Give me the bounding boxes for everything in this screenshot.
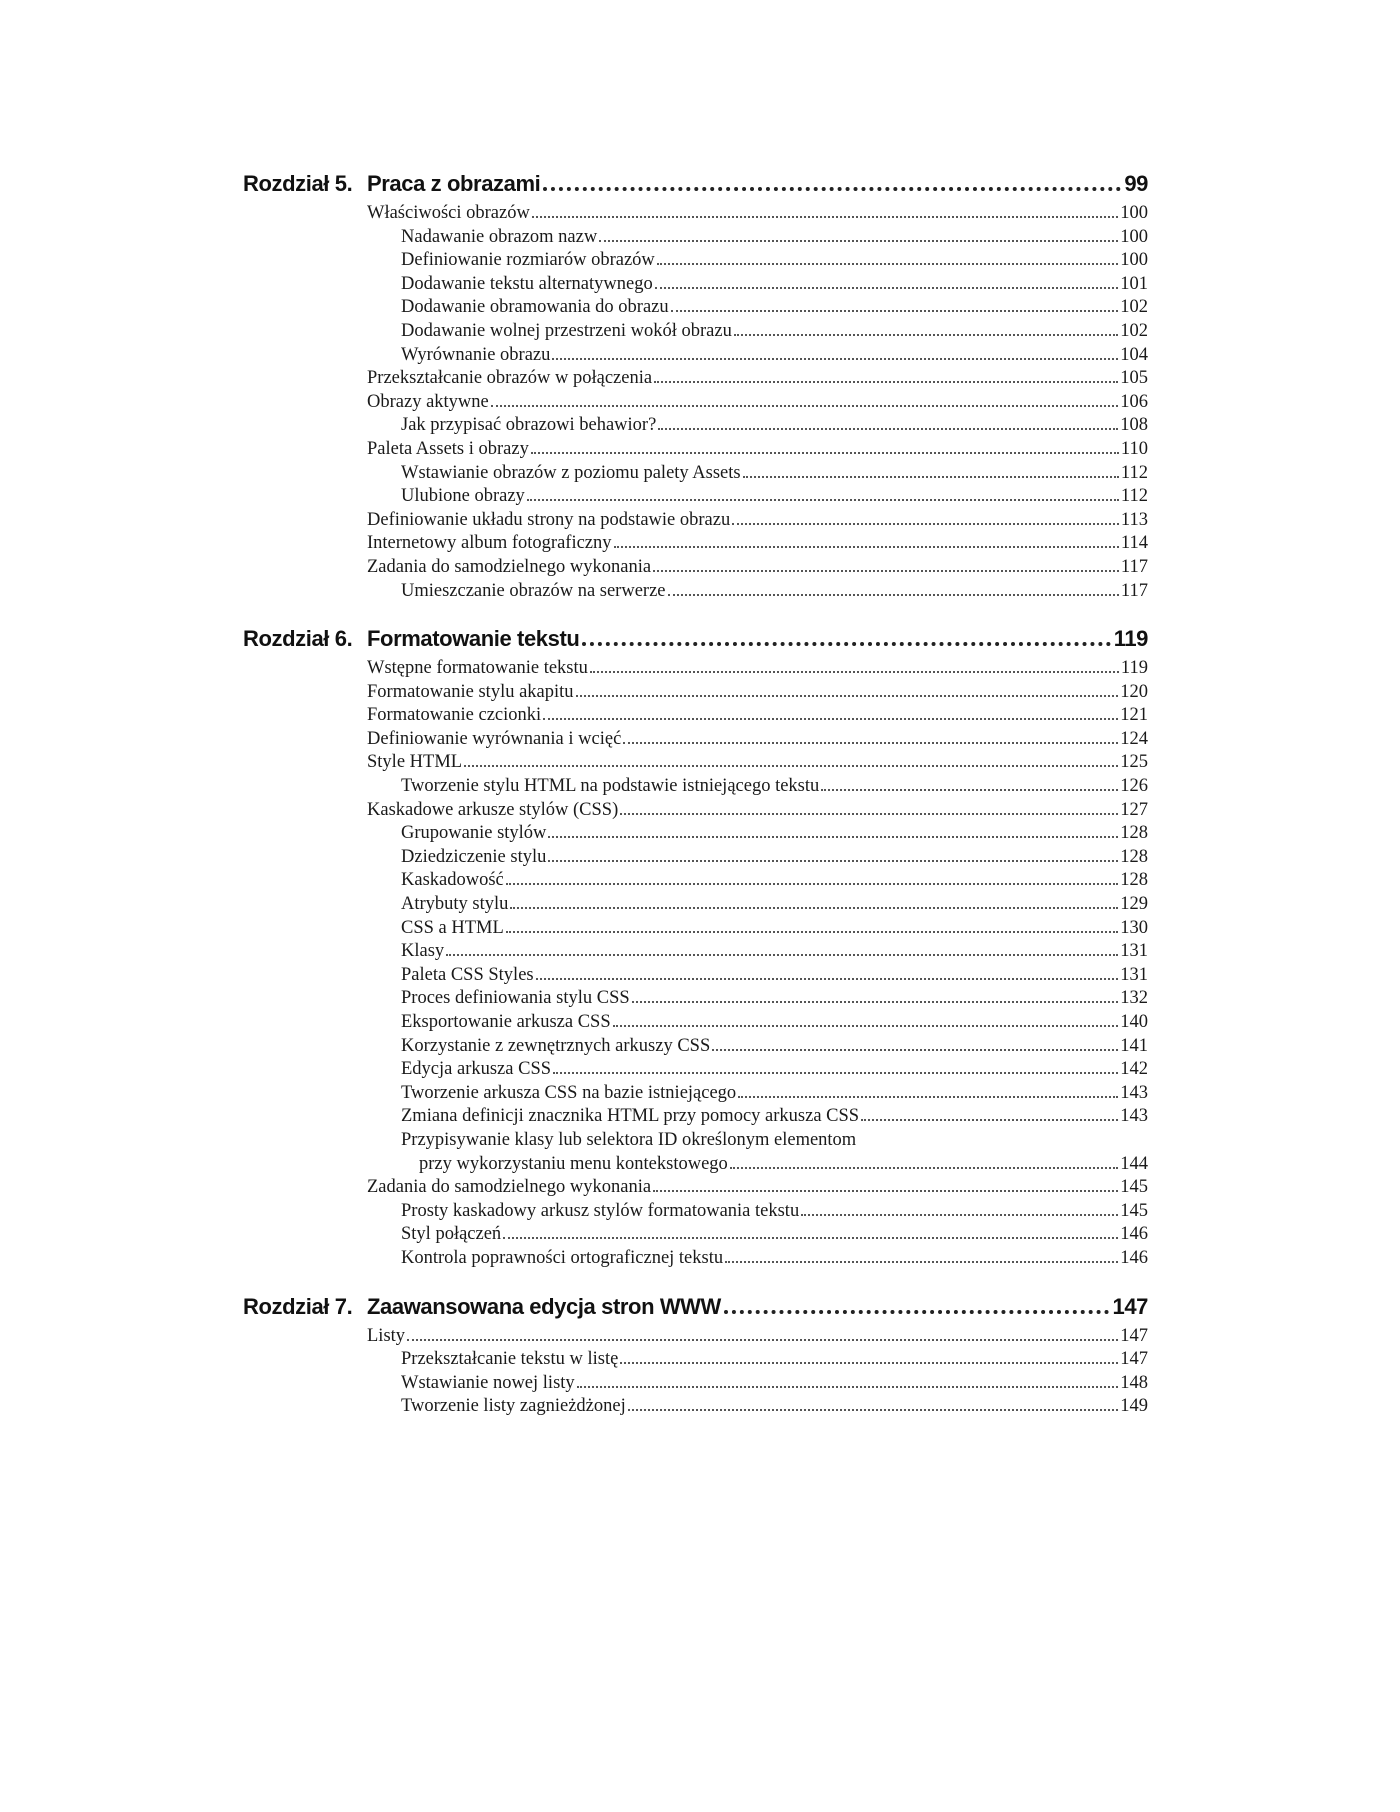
- chapter-title-line: [367, 626, 1148, 652]
- dot-leader: [543, 718, 1118, 720]
- toc-entry[interactable]: [367, 846, 1148, 870]
- chapter-title: Praca z obrazami: [367, 171, 541, 196]
- dot-leader: [657, 263, 1118, 265]
- dot-leader: [536, 978, 1119, 980]
- dot-leader: [732, 523, 1119, 525]
- dot-leader: [654, 381, 1118, 383]
- toc-entry[interactable]: [367, 226, 1148, 250]
- dot-leader: [491, 405, 1119, 407]
- dot-leader: [503, 1237, 1118, 1239]
- toc-entry[interactable]: [367, 296, 1148, 320]
- entry-page-number: 100: [1120, 250, 1148, 271]
- toc-entry[interactable]: [367, 1153, 1148, 1177]
- entry-page-number: 140: [1120, 1012, 1148, 1032]
- chapter-title: Zaawansowana edycja stron WWW: [367, 1293, 721, 1319]
- entry-title: Kaskadowość: [401, 870, 504, 891]
- dot-leader: [464, 765, 1118, 767]
- chapter-label: Rozdział 5.: [243, 171, 353, 196]
- dot-leader: [653, 570, 1119, 572]
- chapter-title: Formatowanie tekstu: [367, 626, 580, 652]
- entry-title: Przekształcanie obrazów w połączenia: [367, 368, 653, 389]
- toc-entry[interactable]: [367, 462, 1148, 486]
- toc-entry[interactable]: [367, 1082, 1148, 1106]
- entry-title: Kaskadowe arkusze stylów (CSS): [367, 799, 619, 820]
- entry-page-number: 117: [1120, 556, 1148, 577]
- toc-entry[interactable]: [367, 751, 1148, 775]
- entry-title: Wstawianie obrazów z poziomu palety Assets: [401, 462, 741, 483]
- dot-leader: [548, 836, 1118, 838]
- dot-leader: [712, 1049, 1118, 1051]
- entry-title: Przekształcanie tekstu w listę: [401, 1349, 619, 1370]
- dot-leader: [734, 334, 1118, 336]
- entry-page-number: 147: [1120, 1325, 1148, 1346]
- entry-page-number: 102: [1120, 297, 1148, 318]
- toc-entry[interactable]: [367, 1058, 1148, 1082]
- chapter-title-line: [367, 171, 1148, 197]
- entry-page-number: 128: [1120, 870, 1148, 891]
- toc-entry[interactable]: [367, 822, 1148, 846]
- chapter-entries: [367, 202, 1148, 603]
- entry-page-number: 127: [1120, 799, 1148, 820]
- entry-title: Wstępne formatowanie tekstu: [367, 658, 588, 679]
- entry-page-number: 125: [1120, 752, 1148, 773]
- entry-title: Listy: [367, 1325, 406, 1346]
- entry-title: Właściwości obrazów: [367, 203, 530, 223]
- toc-entry[interactable]: [367, 775, 1148, 799]
- dot-leader: [658, 428, 1118, 430]
- entry-title: Styl połączeń: [401, 1224, 502, 1245]
- dot-leader: [620, 813, 1118, 815]
- entry-title: Formatowanie stylu akapitu: [367, 681, 574, 702]
- entry-page-number: 114: [1120, 533, 1148, 554]
- dot-leader: [668, 594, 1119, 596]
- entry-page-number: 144: [1120, 1153, 1148, 1174]
- dot-leader: [590, 671, 1119, 673]
- entry-page-number: 147: [1120, 1349, 1148, 1370]
- dot-leader: [510, 907, 1118, 909]
- entry-title: Grupowanie stylów: [401, 823, 547, 844]
- entry-page-number: 142: [1120, 1059, 1148, 1080]
- toc-entry[interactable]: [367, 556, 1148, 580]
- entry-page-number: 102: [1120, 320, 1148, 341]
- dot-leader: [628, 1409, 1119, 1411]
- entry-title: Jak przypisać obrazowi behawior?: [401, 415, 657, 436]
- entry-page-number: 145: [1120, 1200, 1148, 1221]
- entry-page-number: 143: [1120, 1082, 1148, 1103]
- chapter-heading[interactable]: [243, 617, 1148, 655]
- dot-leader: [553, 1072, 1118, 1074]
- chapter-label: Rozdział 6.: [243, 626, 353, 652]
- entry-title: Internetowy album fotograficzny: [367, 533, 612, 554]
- entry-page-number: 112: [1120, 462, 1148, 483]
- entry-page-number: 106: [1120, 391, 1148, 412]
- dot-leader: [552, 358, 1118, 360]
- entry-title: Style HTML: [367, 752, 463, 773]
- dot-leader: [407, 1339, 1118, 1341]
- entry-page-number: 120: [1120, 681, 1148, 702]
- chapter-label: Rozdział 7.: [243, 1293, 353, 1319]
- dot-leader: [527, 499, 1119, 501]
- entry-title: Wstawianie nowej listy: [401, 1372, 575, 1393]
- toc-entry[interactable]: [367, 1105, 1148, 1129]
- toc-entry[interactable]: [367, 391, 1148, 415]
- entry-title: Zadania do samodzielnego wykonania: [367, 556, 652, 577]
- entry-page-number: 128: [1120, 823, 1148, 844]
- dot-leader: [725, 1261, 1118, 1263]
- toc-entry[interactable]: [367, 509, 1148, 533]
- chapter-page-number: 99: [1124, 171, 1148, 196]
- entry-page-number: 113: [1120, 509, 1148, 530]
- entry-title: Definiowanie wyrównania i wcięć: [367, 728, 622, 749]
- entry-title: Formatowanie czcionki: [367, 705, 542, 726]
- entry-page-number: 117: [1120, 580, 1148, 601]
- toc-entry[interactable]: [367, 1372, 1148, 1396]
- toc-entry[interactable]: [367, 580, 1148, 604]
- dot-leader: [614, 546, 1119, 548]
- entry-title: Korzystanie z zewnętrznych arkuszy CSS: [401, 1035, 711, 1056]
- toc-entry[interactable]: [367, 893, 1148, 917]
- entry-page-number: 101: [1120, 273, 1148, 294]
- dot-leader: [582, 642, 1110, 646]
- toc-entry[interactable]: [367, 202, 1148, 226]
- entry-page-number: 100: [1120, 226, 1148, 247]
- entry-page-number: 112: [1120, 486, 1148, 507]
- entry-page-number: 131: [1120, 941, 1148, 962]
- dot-leader: [730, 1167, 1118, 1169]
- entry-title: Zadania do samodzielnego wykonania: [367, 1177, 652, 1198]
- toc-entry[interactable]: [367, 987, 1148, 1011]
- toc-entry[interactable]: [367, 273, 1148, 297]
- chapter-page-number: 147: [1112, 1293, 1148, 1319]
- dot-leader: [653, 1190, 1118, 1192]
- dot-leader: [738, 1096, 1118, 1098]
- dot-leader: [599, 240, 1118, 242]
- dot-leader: [620, 1362, 1118, 1364]
- entry-title: Klasy: [401, 941, 445, 962]
- toc-entry[interactable]: [367, 1223, 1148, 1247]
- toc-entry[interactable]: [367, 1395, 1148, 1419]
- toc-entry[interactable]: [367, 728, 1148, 752]
- toc-entry[interactable]: [367, 964, 1148, 988]
- entry-title: Kontrola poprawności ortograficznej tekstu: [401, 1247, 724, 1268]
- toc-entry[interactable]: [367, 438, 1148, 462]
- dot-leader: [576, 695, 1119, 697]
- dot-leader: [724, 1310, 1110, 1314]
- dot-leader: [506, 883, 1118, 885]
- entry-title: Paleta Assets i obrazy: [367, 438, 529, 459]
- entry-page-number: 143: [1120, 1106, 1148, 1127]
- toc-entry[interactable]: [367, 485, 1148, 509]
- toc-entry[interactable]: [367, 414, 1148, 438]
- entry-title: Eksportowanie arkusza CSS: [401, 1012, 611, 1032]
- chapter-page-number: 119: [1113, 626, 1148, 652]
- toc-entry[interactable]: [367, 249, 1148, 273]
- entry-title: Dodawanie wolnej przestrzeni wokół obrazu: [401, 320, 732, 341]
- entry-page-number: 119: [1120, 658, 1148, 679]
- entry-title: Nadawanie obrazom nazw: [401, 226, 598, 247]
- entry-title: przy wykorzystaniu menu kontekstowego: [419, 1153, 728, 1174]
- entry-page-number: 146: [1120, 1247, 1148, 1268]
- entry-title: Dodawanie obramowania do obrazu: [401, 297, 669, 318]
- dot-leader: [801, 1214, 1118, 1216]
- entry-page-number: 100: [1120, 203, 1148, 223]
- dot-leader: [743, 476, 1119, 478]
- chapter-title-line: [367, 1294, 1148, 1320]
- toc-entry[interactable]: [367, 532, 1148, 556]
- entry-title: Definiowanie rozmiarów obrazów: [401, 250, 655, 271]
- toc-entry[interactable]: [367, 940, 1148, 964]
- entry-page-number: 128: [1120, 846, 1148, 867]
- toc-entry[interactable]: [367, 869, 1148, 893]
- entry-title: Dziedziczenie stylu: [401, 846, 547, 867]
- entry-page-number: 148: [1120, 1372, 1148, 1393]
- entry-page-number: 131: [1120, 964, 1148, 985]
- entry-page-number: 126: [1120, 776, 1148, 797]
- dot-leader: [543, 187, 1121, 191]
- entry-title: Edycja arkusza CSS: [401, 1059, 552, 1080]
- toc-entry[interactable]: [367, 1176, 1148, 1200]
- entry-page-number: 124: [1120, 728, 1148, 749]
- entry-title: Atrybuty stylu: [401, 894, 509, 915]
- entry-page-number: 149: [1120, 1396, 1148, 1417]
- entry-page-number: 110: [1120, 438, 1148, 459]
- entry-page-number: 141: [1120, 1035, 1148, 1056]
- chapter-entries: [367, 1325, 1148, 1419]
- toc-entry[interactable]: [367, 917, 1148, 941]
- toc-entry[interactable]: [367, 344, 1148, 368]
- entry-title: CSS a HTML: [401, 917, 504, 938]
- toc-entry[interactable]: [367, 1200, 1148, 1224]
- dot-leader: [548, 860, 1118, 862]
- entry-page-number: 104: [1120, 344, 1148, 365]
- toc-entry[interactable]: [367, 1011, 1148, 1035]
- entry-title: Zmiana definicji znacznika HTML przy pomocy arkusza CSS: [401, 1106, 860, 1127]
- entry-page-number: 146: [1120, 1224, 1148, 1245]
- entry-title: Paleta CSS Styles: [401, 964, 534, 985]
- chapter-heading[interactable]: [243, 162, 1148, 200]
- chapter-entries: [367, 657, 1148, 1270]
- entry-title: Obrazy aktywne: [367, 391, 489, 412]
- entry-page-number: 129: [1120, 894, 1148, 915]
- dot-leader: [446, 954, 1118, 956]
- entry-title: Definiowanie układu strony na podstawie obrazu: [367, 509, 731, 530]
- dot-leader: [613, 1025, 1119, 1027]
- entry-title: Proces definiowania stylu CSS: [401, 988, 630, 1009]
- entry-page-number: 121: [1120, 705, 1148, 726]
- dot-leader: [532, 216, 1118, 218]
- toc-entry[interactable]: [367, 1348, 1148, 1372]
- table-of-contents: [243, 162, 1148, 1433]
- entry-page-number: 132: [1120, 988, 1148, 1009]
- toc-entry[interactable]: [367, 367, 1148, 391]
- dot-leader: [531, 452, 1119, 454]
- entry-page-number: 130: [1120, 917, 1148, 938]
- dot-leader: [506, 931, 1118, 933]
- dot-leader: [632, 1001, 1119, 1003]
- dot-leader: [821, 789, 1118, 791]
- dot-leader: [671, 310, 1119, 312]
- entry-title: Ulubione obrazy: [401, 486, 525, 507]
- entry-title: Tworzenie listy zagnieżdżonej: [401, 1396, 626, 1417]
- chapter-heading[interactable]: [243, 1285, 1148, 1323]
- toc-entry[interactable]: Przypisywanie klasy lub selektora ID określonym elementom: [401, 1129, 857, 1150]
- entry-title: Prosty kaskadowy arkusz stylów formatowania tekstu: [401, 1200, 800, 1221]
- entry-title: Tworzenie stylu HTML na podstawie istniejącego tekstu: [401, 776, 820, 797]
- toc-entry[interactable]: [367, 320, 1148, 344]
- toc-entry[interactable]: [367, 681, 1148, 705]
- toc-entry[interactable]: [367, 704, 1148, 728]
- entry-title: Tworzenie arkusza CSS na bazie istniejącego: [401, 1082, 737, 1103]
- toc-entry[interactable]: [367, 799, 1148, 823]
- dot-leader: [577, 1386, 1119, 1388]
- toc-entry[interactable]: [367, 1325, 1148, 1349]
- entry-title: Wyrównanie obrazu: [401, 344, 551, 365]
- toc-entry[interactable]: [367, 1247, 1148, 1271]
- dot-leader: [861, 1119, 1118, 1121]
- dot-leader: [623, 742, 1118, 744]
- entry-title: Dodawanie tekstu alternatywnego: [401, 273, 653, 294]
- entry-page-number: 108: [1120, 415, 1148, 436]
- toc-entry[interactable]: [367, 1035, 1148, 1059]
- dot-leader: [655, 287, 1119, 289]
- entry-page-number: 105: [1120, 368, 1148, 389]
- toc-entry[interactable]: [367, 657, 1148, 681]
- entry-title: Umieszczanie obrazów na serwerze: [401, 580, 666, 601]
- entry-page-number: 145: [1120, 1177, 1148, 1198]
